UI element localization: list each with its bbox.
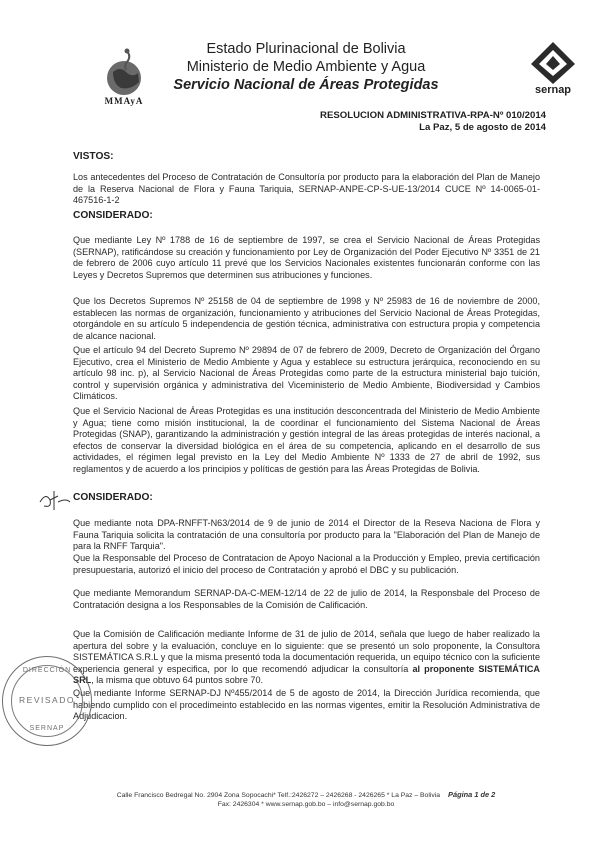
resolution-date: La Paz, 5 de agosto de 2014 — [419, 122, 546, 133]
sernap-logo-text: sernap — [534, 84, 572, 96]
paragraph-2: Que los Decretos Supremos Nº 25158 de 04 de septiembre de 1998 y Nº 25983 de 16 de noviembre de 2000, establecen las normas de organización, funcionamiento y atribuciones del Servicio Nacional de Áreas Protegidas, otorgándole en su artículo 5 independencia de gestión técnica, administrativa con estructura propia y competencia de alcance nacional. — [73, 296, 540, 341]
paragraph-8-proponent: al proponente SISTEMÁTICA SRL — [73, 663, 540, 686]
paragraph-vistos: Los antecedentes del Proceso de Contratación de Consultoría por producto para la elaboración del Plan de Manejo de la Reserva Nacional de Flora y Fauna Tariquia, SERNAP-ANPE-CP-S-UE-13/2014 CUCE Nº 14-0065-01-467516-1-2 — [73, 172, 540, 206]
paragraph-9: Que mediante Informe SERNAP-DJ Nº455/2014 de 5 de agosto de 2014, la Dirección Jurídica recomienda, que habiendo cumplido con el procedimeinto establecido en las normas vigentes, emitir la Resolución Administrativa de Adjudicacion. — [73, 688, 540, 722]
paragraph-6: Que la Responsable del Proceso de Contratacion de Apoyo Nacional a la Producción y Empleo, previa certificación presupuestaria, autorizó el inicio del proceso de Contratación y aprobó el DBC y su publicación. — [73, 553, 540, 575]
footer — [0, 790, 612, 800]
section-considerado-2: CONSIDERADO: — [73, 492, 153, 503]
section-vistos: VISTOS: — [73, 151, 114, 162]
paragraph-8-text-a: Que la Comisión de Calificación mediante Informe de 31 de julio de 2014, señala que luego de haber realizado la apertura del sobre y la evaluación, concluye en lo siguiente: que se presentó un solo proponente, la Consultora SISTEMÁTICA S.R.L y que la misma presentó toda la documentación requerida, un equipo técnico con la suficiente experiencia general y especifica, por lo que recomendó adjudicar la consultoría — [73, 629, 540, 674]
header-service: Servicio Nacional de Áreas Protegidas — [173, 77, 439, 93]
page-number: Página 1 de 2 — [448, 790, 496, 799]
header-ministry: Ministerio de Medio Ambiente y Agua — [186, 59, 426, 75]
section-considerado-1: CONSIDERADO: — [73, 210, 153, 221]
sernap-logo — [527, 40, 579, 102]
paragraph-5: Que mediante nota DPA-RNFFT-N63/2014 de 9 de junio de 2014 el Director de la Reseva Naciona de Flora y Fauna Tariquia solicita la contratación de una consultoría por producto para la "Elaboración del Plan de Manejo de para la RNFF Tarquia". — [73, 518, 540, 552]
paragraph-7: Que mediante Memorandum SERNAP-DA-C-MEM-12/14 de 22 de julio de 2014, la Responsbale del Proceso de Contratación designa a los Responsables de la Comisión de Calificación. — [73, 588, 540, 610]
header-state: Estado Plurinacional de Bolivia — [206, 41, 406, 57]
stamp-middle-text: REVISADO — [19, 695, 75, 705]
revision-stamp — [2, 656, 92, 746]
paragraph-8 — [73, 629, 540, 687]
footer-address: Calle Francisco Bedregal No. 2904 Zona Sopocachi* Telf.:2426272 – 2426268 - 2426265 * La Paz – Bolivia — [116, 792, 441, 799]
sernap-emblem-icon — [527, 40, 579, 86]
paragraph-8-text-c: , la misma que obtuvo 64 puntos sobre 70. — [91, 675, 264, 686]
paragraph-3: Que el artículo 94 del Decreto Supremo Nº 29894 de 07 de febrero de 2009, Decreto de Organización del Órgano Ejecutivo, crea el Ministerio de Medio Ambiente y Agua y establece su estructura jerárquica, reconociendo en su artículo 98 inc. p), al Servicio Nacional de Áreas Protegidas como parte de la estructura ministerial bajo tuición, control y supervisión orgánica y administrativa del Viceministerio de Medio Ambiente, Biodiversidad y Cambios Climáticos. — [73, 345, 540, 402]
paragraph-1: Que mediante Ley Nº 1788 de 16 de septiembre de 1997, se crea el Servicio Nacional de Áreas Protegidas (SERNAP), ratificándose su creación y funcionamiento por Ley de Organización del Poder Ejecutivo Nº 3351 de 21 de febrero de 2006 cuyo artículo 11 prevé que los Servicios Nacionales existentes funcionarán conforme con las Leyes y Decretos Supremos que determinen sus atribuciones y funciones. — [73, 235, 540, 280]
mmaya-logo-text: MMAyA — [104, 96, 144, 106]
resolution-number: RESOLUCION ADMINISTRATIVA-RPA-Nº 010/2014 — [320, 110, 546, 121]
stamp-bottom-text: SERNAP — [29, 725, 65, 732]
handwritten-mark-icon — [36, 488, 72, 512]
stamp-top-text: DIRECCIÓN — [22, 667, 72, 674]
footer-contact: Fax: 2426304 * www.sernap.gob.bo – info@sernap.gob.bo — [217, 801, 395, 808]
paragraph-4: Que el Servicio Nacional de Áreas Protegidas es una institución desconcentrada del Ministerio de Medio Ambiente y Agua; tiene como misión institucional, la de coordinar el funcionamiento del Sistema Nacional de Áreas Protegidas (SNAP), garantizando la administración y gestión integral de las áreas protegidas de interés nacional, a efectos de conservar la diversidad biológica en el área de su competencia, aplicando en el desarrollo de sus actividades, el régimen legal previsto en la Ley del Medio Ambiente Nº 1333 de 27 de abril de 1992, sus reglamentos y de acuerdo a los principios y políticas de gestión para las Áreas Protegidas de Bolivia. — [73, 406, 540, 474]
